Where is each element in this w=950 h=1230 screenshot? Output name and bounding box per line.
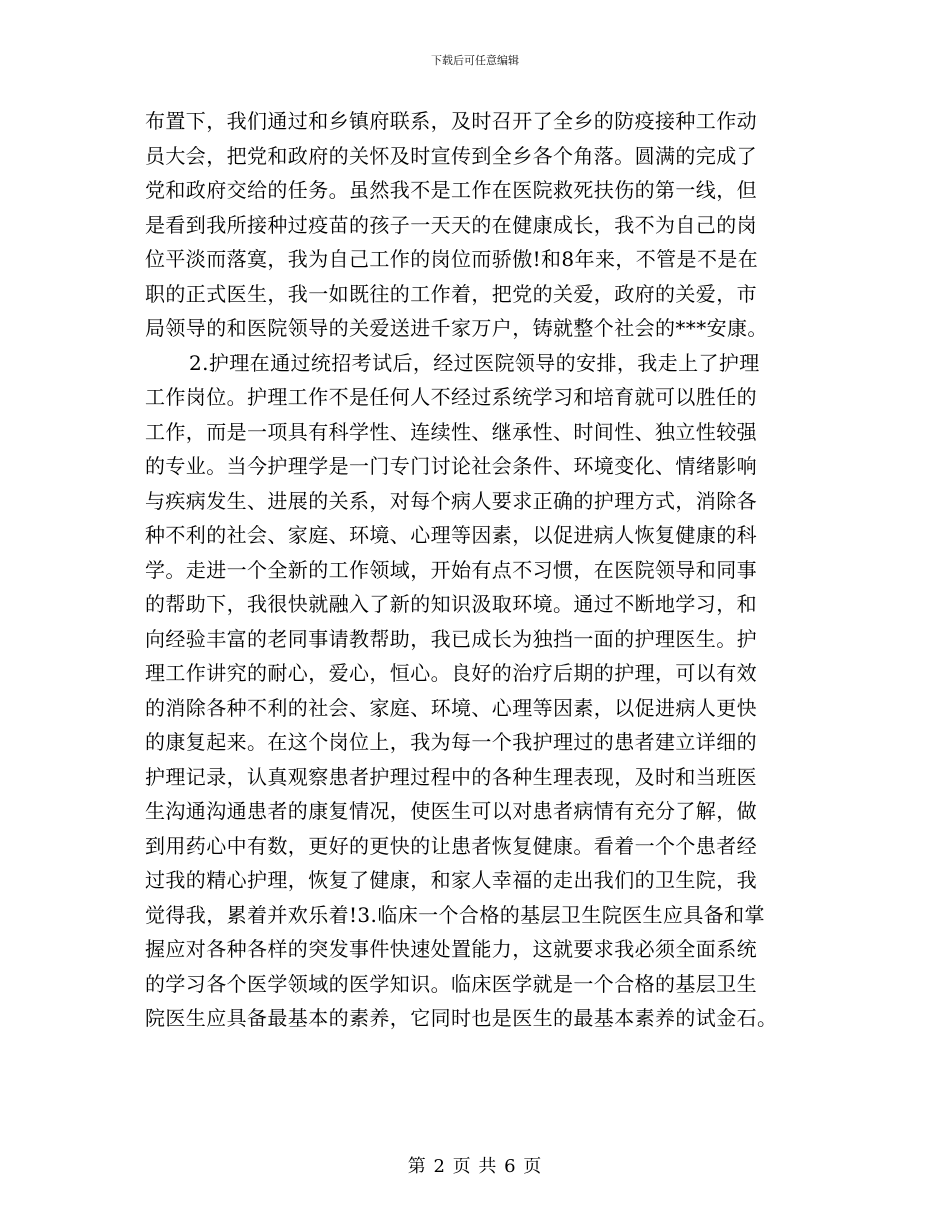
body-line: 到用药心中有数，更好的更快的让患者恢复健康。看着一个个患者经 xyxy=(145,833,757,858)
body-line: 理工作讲究的耐心，爱心，恒心。良好的治疗后期的护理，可以有效 xyxy=(145,661,757,685)
document-body xyxy=(145,104,810,1036)
body-line: 的康复起来。在这个岗位上，我为每一个我护理过的患者建立详细的 xyxy=(145,730,757,754)
body-line: 党和政府交给的任务。虽然我不是工作在医院救死扶伤的第一线，但 xyxy=(145,178,757,202)
page-number-footer: 第 2 页 共 6 页 xyxy=(407,1156,543,1177)
paragraph-start-line: 2.护理在通过统招考试后，经过医院领导的安排，我走上了护理 xyxy=(189,350,760,375)
body-line: 工作岗位。护理工作不是任何人不经过系统学习和培育就可以胜任的 xyxy=(145,385,757,409)
body-line: 的消除各种不利的社会、家庭、环境、心理等因素，以促进病人更快 xyxy=(145,695,757,720)
body-line: 学。走进一个全新的工作领域，开始有点不习惯，在医院领导和同事 xyxy=(145,557,757,582)
page-header: 下载后可任意编辑 xyxy=(431,54,519,67)
body-line: 布置下，我们通过和乡镇府联系，及时召开了全乡的防疫接种工作动 xyxy=(145,109,757,133)
body-line: 种不利的社会、家庭、环境、心理等因素，以促进病人恢复健康的科 xyxy=(145,523,757,547)
body-line: 与疾病发生、进展的关系，对每个病人要求正确的护理方式，消除各 xyxy=(145,488,757,513)
body-line: 位平淡而落寞，我为自己工作的岗位而骄傲!和8年来，不管是不是在 xyxy=(145,247,759,271)
body-line: 握应对各种各样的突发事件快速处置能力，这就要求我必须全面系统 xyxy=(145,937,757,961)
body-line: 过我的精心护理，恢复了健康，和家人幸福的走出我们的卫生院，我 xyxy=(145,868,757,892)
body-line: 护理记录，认真观察患者护理过程中的各种生理表现，及时和当班医 xyxy=(145,764,757,789)
body-line: 觉得我，累着并欢乐着!3.临床一个合格的基层卫生院医生应具备和掌 xyxy=(145,902,765,927)
body-line: 职的正式医生，我一如既往的工作着，把党的关爱，政府的关爱，市 xyxy=(145,281,757,306)
body-line: 工作，而是一项具有科学性、连续性、继承性、时间性、独立性较强 xyxy=(145,419,757,444)
body-line: 是看到我所接种过疫苗的孩子一天天的在健康成长，我不为自己的岗 xyxy=(145,212,757,237)
body-line: 员大会，把党和政府的关怀及时宣传到全乡各个角落。圆满的完成了 xyxy=(145,143,757,168)
body-line: 的帮助下，我很快就融入了新的知识汲取环境。通过不断地学习，和 xyxy=(145,592,757,616)
body-line: 院医生应具备最基本的素养，它同时也是医生的最基本素养的试金石。 xyxy=(145,1006,778,1030)
body-line: 局领导的和医院领导的关爱送进千家万户，铸就整个社会的***安康。 xyxy=(145,316,768,340)
body-line: 的学习各个医学领域的医学知识。临床医学就是一个合格的基层卫生 xyxy=(145,971,757,996)
body-line: 生沟通沟通患者的康复情况，使医生可以对患者病情有充分了解，做 xyxy=(145,799,757,823)
body-line: 的专业。当今护理学是一门专门讨论社会条件、环境变化、情绪影响 xyxy=(145,454,757,478)
body-line: 向经验丰富的老同事请教帮助，我已成长为独挡一面的护理医生。护 xyxy=(145,626,757,651)
